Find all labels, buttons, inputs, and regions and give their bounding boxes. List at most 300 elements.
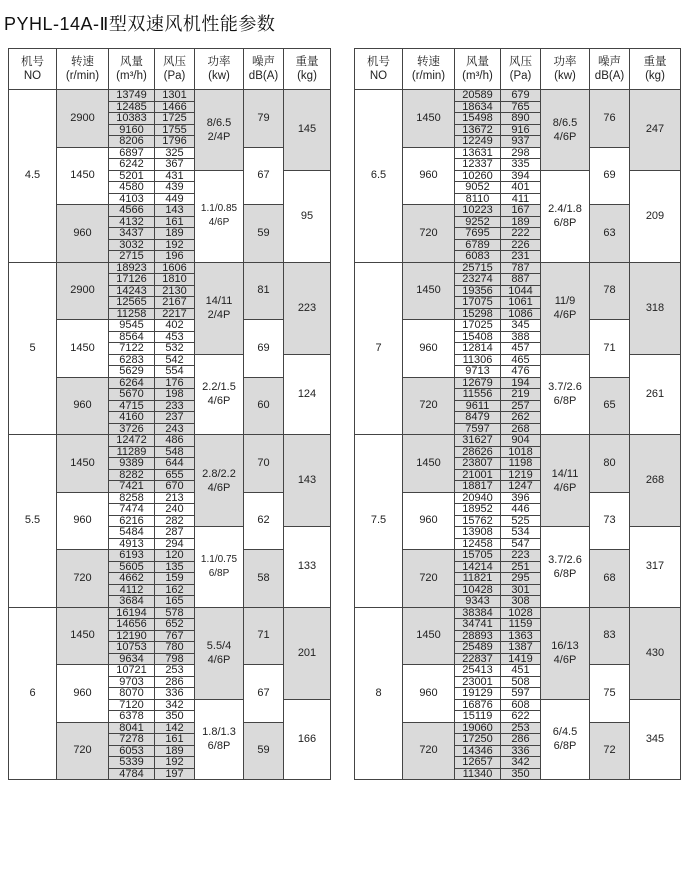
speed-cell: 960	[403, 665, 455, 723]
flow-cell: 10721	[109, 665, 155, 677]
cell-line: 14/11	[205, 295, 233, 307]
flow-cell: 17025	[455, 320, 501, 332]
flow-cell: 6053	[109, 745, 155, 757]
pressure-cell: 189	[155, 228, 195, 240]
weight-cell: 223	[284, 262, 331, 354]
power-cell	[195, 170, 244, 262]
flow-cell: 5605	[109, 561, 155, 573]
flow-cell: 10223	[455, 205, 501, 217]
pressure-cell: 251	[501, 561, 541, 573]
power-cell	[195, 90, 244, 171]
pressure-cell: 189	[501, 216, 541, 228]
pressure-cell: 2167	[155, 297, 195, 309]
cell-line: 8/6.5	[552, 116, 578, 129]
flow-cell: 23807	[455, 458, 501, 470]
flow-cell: 17126	[109, 274, 155, 286]
table-row	[9, 262, 331, 274]
pressure-cell: 298	[501, 147, 541, 159]
flow-cell: 31627	[455, 435, 501, 447]
noise-cell: 67	[244, 665, 284, 723]
noise-cell: 80	[590, 435, 630, 493]
weight-header	[284, 49, 331, 90]
cell-line: dB(A)	[594, 70, 625, 82]
flow-cell: 6193	[109, 550, 155, 562]
flow-cell: 9160	[109, 124, 155, 136]
noise-header	[590, 49, 630, 90]
cell-line: (kw)	[208, 70, 230, 82]
model-header	[355, 49, 403, 90]
cell-line: 6/8P	[553, 395, 577, 408]
cell-line: 重量	[643, 56, 667, 68]
flow-cell: 6242	[109, 159, 155, 171]
pressure-cell: 916	[501, 124, 541, 136]
flow-cell: 12565	[109, 297, 155, 309]
cell-line: (kg)	[645, 70, 665, 82]
pressure-cell: 336	[501, 745, 541, 757]
pressure-cell: 1419	[501, 653, 541, 665]
pressure-cell: 787	[501, 262, 541, 274]
cell-line: (Pa)	[509, 70, 532, 82]
cell-line: 重量	[295, 56, 319, 68]
pressure-cell: 367	[155, 159, 195, 171]
flow-cell: 10383	[109, 113, 155, 125]
pressure-cell: 396	[501, 492, 541, 504]
weight-cell: 201	[284, 607, 331, 699]
flow-cell: 18817	[455, 481, 501, 493]
pressure-cell: 262	[501, 412, 541, 424]
cell-line: 6/8P	[208, 567, 230, 579]
flow-cell: 12249	[455, 136, 501, 148]
flow-cell: 9343	[455, 596, 501, 608]
pressure-cell: 120	[155, 550, 195, 562]
flow-cell: 25489	[455, 642, 501, 654]
cell-line: 1.1/0.85	[200, 203, 238, 214]
cell-line: 6/8P	[207, 740, 231, 753]
noise-cell: 69	[590, 147, 630, 205]
power-cell	[195, 699, 244, 780]
weight-cell: 430	[630, 607, 681, 699]
speed-cell: 1450	[57, 147, 109, 205]
speed-cell: 1450	[57, 607, 109, 665]
flow-cell: 9634	[109, 653, 155, 665]
flow-cell: 8070	[109, 688, 155, 700]
pressure-cell: 350	[501, 768, 541, 780]
flow-header	[109, 49, 155, 90]
pressure-cell: 335	[501, 159, 541, 171]
flow-cell: 9713	[455, 366, 501, 378]
cell-line: 6/8P	[553, 567, 577, 580]
noise-cell: 78	[590, 262, 630, 320]
cell-line: 4/6P	[553, 654, 577, 666]
table-row	[9, 147, 331, 159]
flow-cell: 4715	[109, 400, 155, 412]
flow-cell: 17075	[455, 297, 501, 309]
speed-cell: 1450	[403, 607, 455, 665]
pressure-cell: 578	[155, 607, 195, 619]
cell-line: 2.4/1.8	[548, 203, 582, 215]
cell-line: NO	[369, 70, 388, 82]
pressure-cell: 1044	[501, 285, 541, 297]
table-row	[9, 320, 331, 332]
pressure-cell: 532	[155, 343, 195, 355]
cell-line: 1.8/1.3	[202, 726, 236, 739]
speed-cell: 1450	[57, 320, 109, 378]
flow-cell: 10428	[455, 584, 501, 596]
flow-cell: 8564	[109, 331, 155, 343]
flow-cell: 9052	[455, 182, 501, 194]
power-cell	[541, 262, 590, 354]
cell-line: 4/6P	[207, 654, 231, 666]
cell-line: (m³/h)	[462, 70, 493, 82]
pressure-cell: 336	[155, 688, 195, 700]
power-cell	[195, 607, 244, 699]
flow-cell: 11258	[109, 308, 155, 320]
cell-line: 4/6P	[207, 481, 231, 494]
model-cell: 6	[9, 607, 57, 780]
flow-cell: 6897	[109, 147, 155, 159]
header-row	[355, 49, 681, 90]
page-title: PYHL-14A-Ⅱ型双速风机性能参数	[4, 14, 276, 34]
flow-cell: 11289	[109, 446, 155, 458]
flow-cell: 5670	[109, 389, 155, 401]
weight-cell: 145	[284, 90, 331, 171]
pressure-cell: 161	[155, 216, 195, 228]
pressure-cell: 237	[155, 412, 195, 424]
noise-cell: 83	[590, 607, 630, 665]
flow-cell: 4132	[109, 216, 155, 228]
flow-cell: 21001	[455, 469, 501, 481]
weight-cell: 261	[630, 354, 681, 435]
flow-cell: 4784	[109, 768, 155, 780]
speed-cell: 960	[57, 205, 109, 263]
speed-cell: 1450	[403, 435, 455, 493]
pressure-cell: 286	[155, 676, 195, 688]
flow-cell: 20940	[455, 492, 501, 504]
pressure-cell: 486	[155, 435, 195, 447]
cell-line: (kg)	[297, 70, 317, 82]
power-cell	[541, 607, 590, 699]
flow-header	[455, 49, 501, 90]
pressure-cell: 135	[155, 561, 195, 573]
cell-line: (m³/h)	[116, 70, 147, 82]
pressure-cell: 162	[155, 584, 195, 596]
flow-cell: 6378	[109, 711, 155, 723]
speed-cell: 1450	[403, 262, 455, 320]
pressure-cell: 167	[501, 205, 541, 217]
pressure-cell: 402	[155, 320, 195, 332]
performance-table-left	[8, 48, 331, 780]
flow-cell: 38384	[455, 607, 501, 619]
pressure-cell: 439	[155, 182, 195, 194]
noise-cell: 71	[244, 607, 284, 665]
table-row	[9, 205, 331, 217]
flow-cell: 14346	[455, 745, 501, 757]
pressure-cell: 652	[155, 619, 195, 631]
pressure-cell: 350	[155, 711, 195, 723]
flow-cell: 16876	[455, 699, 501, 711]
pressure-cell: 1018	[501, 446, 541, 458]
cell-line: 机号	[21, 56, 44, 68]
flow-cell: 15119	[455, 711, 501, 723]
cell-line: 3.7/2.6	[548, 381, 582, 394]
cell-line: 4/6P	[553, 481, 577, 494]
pressure-cell: 194	[501, 377, 541, 389]
power-cell	[541, 170, 590, 262]
speed-cell: 1450	[57, 435, 109, 493]
flow-cell: 19060	[455, 722, 501, 734]
pressure-cell: 679	[501, 90, 541, 102]
cell-line: 风量	[466, 56, 489, 68]
performance-table-right	[354, 48, 681, 780]
cell-line: 噪声	[598, 56, 621, 68]
pressure-cell: 394	[501, 170, 541, 182]
pressure-cell: 1061	[501, 297, 541, 309]
noise-cell: 63	[590, 205, 630, 263]
flow-cell: 12657	[455, 757, 501, 769]
flow-cell: 25413	[455, 665, 501, 677]
cell-line: 风压	[163, 56, 186, 68]
flow-cell: 10260	[455, 170, 501, 182]
flow-cell: 4103	[109, 193, 155, 205]
pressure-cell: 1387	[501, 642, 541, 654]
noise-cell: 59	[244, 205, 284, 263]
pressure-cell: 542	[155, 354, 195, 366]
flow-cell: 9703	[109, 676, 155, 688]
pressure-cell: 226	[501, 239, 541, 251]
flow-cell: 13631	[455, 147, 501, 159]
noise-cell: 65	[590, 377, 630, 435]
pressure-cell: 1219	[501, 469, 541, 481]
flow-cell: 7278	[109, 734, 155, 746]
pressure-cell: 465	[501, 354, 541, 366]
pressure-cell: 295	[501, 573, 541, 585]
flow-cell: 6216	[109, 515, 155, 527]
flow-cell: 14656	[109, 619, 155, 631]
flow-cell: 9252	[455, 216, 501, 228]
pressure-cell: 401	[501, 182, 541, 194]
flow-cell: 12485	[109, 101, 155, 113]
pressure-cell: 159	[155, 573, 195, 585]
pressure-cell: 268	[501, 423, 541, 435]
pressure-cell: 644	[155, 458, 195, 470]
flow-cell: 12814	[455, 343, 501, 355]
flow-cell: 18923	[109, 262, 155, 274]
table-row	[9, 550, 331, 562]
pressure-cell: 890	[501, 113, 541, 125]
speed-cell: 960	[57, 377, 109, 435]
pressure-cell: 308	[501, 596, 541, 608]
pressure-cell: 192	[155, 239, 195, 251]
flow-cell: 8258	[109, 492, 155, 504]
speed-cell: 960	[403, 320, 455, 378]
pressure-cell: 1796	[155, 136, 195, 148]
cell-line: 5.5/4	[206, 640, 232, 652]
flow-cell: 8282	[109, 469, 155, 481]
pressure-cell: 197	[155, 768, 195, 780]
table-row	[355, 90, 681, 102]
flow-cell: 23274	[455, 274, 501, 286]
pressure-cell: 451	[501, 665, 541, 677]
flow-cell: 5201	[109, 170, 155, 182]
cell-line: (kw)	[554, 70, 576, 82]
cell-line: 2/4P	[207, 309, 231, 321]
pressure-cell: 2130	[155, 285, 195, 297]
pressure-cell: 1810	[155, 274, 195, 286]
flow-cell: 11306	[455, 354, 501, 366]
power-cell	[541, 90, 590, 171]
cell-line: (r/min)	[411, 70, 446, 82]
pressure-cell: 597	[501, 688, 541, 700]
flow-cell: 7597	[455, 423, 501, 435]
pressure-cell: 446	[501, 504, 541, 516]
cell-line: (Pa)	[163, 70, 186, 82]
model-header	[9, 49, 57, 90]
noise-cell: 72	[590, 722, 630, 780]
flow-cell: 18952	[455, 504, 501, 516]
model-cell: 7	[355, 262, 403, 435]
flow-cell: 16194	[109, 607, 155, 619]
flow-cell: 4913	[109, 538, 155, 550]
table-row	[9, 722, 331, 734]
speed-cell: 960	[57, 665, 109, 723]
table-row	[9, 607, 331, 619]
noise-cell: 67	[244, 147, 284, 205]
pressure-cell: 457	[501, 343, 541, 355]
table-row	[9, 435, 331, 447]
flow-cell: 3726	[109, 423, 155, 435]
flow-cell: 12472	[109, 435, 155, 447]
pressure-cell: 449	[155, 193, 195, 205]
model-cell: 7.5	[355, 435, 403, 608]
table-row	[355, 607, 681, 619]
noise-cell: 69	[244, 320, 284, 378]
flow-cell: 11821	[455, 573, 501, 585]
flow-cell: 20589	[455, 90, 501, 102]
flow-cell: 4580	[109, 182, 155, 194]
noise-cell: 58	[244, 550, 284, 608]
cell-line: 4/6P	[207, 395, 231, 408]
table-row	[355, 435, 681, 447]
flow-cell: 8206	[109, 136, 155, 148]
flow-cell: 12679	[455, 377, 501, 389]
pressure-cell: 780	[155, 642, 195, 654]
weight-cell: 345	[630, 699, 681, 780]
pressure-cell: 1159	[501, 619, 541, 631]
pressure-cell: 253	[501, 722, 541, 734]
cell-line: NO	[23, 70, 42, 82]
pressure-cell: 1363	[501, 630, 541, 642]
flow-cell: 4112	[109, 584, 155, 596]
pressure-cell: 192	[155, 757, 195, 769]
flow-cell: 9389	[109, 458, 155, 470]
flow-cell: 19356	[455, 285, 501, 297]
flow-cell: 11340	[455, 768, 501, 780]
pressure-cell: 670	[155, 481, 195, 493]
power-cell	[541, 435, 590, 527]
pressure-cell: 189	[155, 745, 195, 757]
pressure-cell: 937	[501, 136, 541, 148]
cell-line: 4/6P	[208, 217, 230, 228]
cell-line: 4/6P	[553, 130, 577, 143]
speed-header	[57, 49, 109, 90]
flow-cell: 8479	[455, 412, 501, 424]
noise-cell: 62	[244, 492, 284, 550]
model-cell: 6.5	[355, 90, 403, 263]
power-cell	[541, 699, 590, 780]
weight-cell: 247	[630, 90, 681, 171]
flow-cell: 22837	[455, 653, 501, 665]
pressure-cell: 388	[501, 331, 541, 343]
pressure-cell: 765	[501, 101, 541, 113]
cell-line: 6/8P	[553, 740, 577, 753]
flow-cell: 6283	[109, 354, 155, 366]
cell-line: 2.8/2.2	[202, 467, 236, 480]
power-header	[541, 49, 590, 90]
flow-cell: 14214	[455, 561, 501, 573]
pressure-cell: 411	[501, 193, 541, 205]
flow-cell: 6083	[455, 251, 501, 263]
power-cell	[541, 527, 590, 608]
cell-line: 转速	[417, 56, 440, 68]
pressure-cell: 622	[501, 711, 541, 723]
flow-cell: 12458	[455, 538, 501, 550]
pressure-cell: 525	[501, 515, 541, 527]
pressure-cell: 431	[155, 170, 195, 182]
pressure-cell: 1028	[501, 607, 541, 619]
pressure-cell: 547	[501, 538, 541, 550]
flow-cell: 10753	[109, 642, 155, 654]
cell-line: 2/4P	[207, 130, 231, 143]
cell-line: 11/9	[554, 295, 576, 307]
noise-cell: 71	[590, 320, 630, 378]
noise-cell: 73	[590, 492, 630, 550]
pressure-cell: 240	[155, 504, 195, 516]
flow-cell: 15298	[455, 308, 501, 320]
speed-header	[403, 49, 455, 90]
flow-cell: 8110	[455, 193, 501, 205]
flow-cell: 13749	[109, 90, 155, 102]
flow-cell: 7695	[455, 228, 501, 240]
table-row	[9, 665, 331, 677]
pressure-cell: 282	[155, 515, 195, 527]
pressure-cell: 2217	[155, 308, 195, 320]
flow-cell: 15498	[455, 113, 501, 125]
flow-cell: 7474	[109, 504, 155, 516]
speed-cell: 2900	[57, 90, 109, 148]
pressure-cell: 233	[155, 400, 195, 412]
pressure-cell: 294	[155, 538, 195, 550]
cell-line: 8/6.5	[206, 116, 232, 129]
flow-cell: 7120	[109, 699, 155, 711]
pressure-cell: 1086	[501, 308, 541, 320]
pressure-cell: 222	[501, 228, 541, 240]
cell-line: 转速	[71, 56, 94, 68]
power-cell	[195, 435, 244, 527]
cell-line: 功率	[553, 56, 577, 68]
speed-cell: 720	[403, 550, 455, 608]
flow-cell: 9611	[455, 400, 501, 412]
pressure-cell: 904	[501, 435, 541, 447]
weight-cell: 268	[630, 435, 681, 527]
weight-cell: 95	[284, 170, 331, 262]
flow-cell: 11556	[455, 389, 501, 401]
pressure-cell: 1466	[155, 101, 195, 113]
speed-cell: 720	[403, 377, 455, 435]
cell-line: 噪声	[252, 56, 275, 68]
pressure-cell: 453	[155, 331, 195, 343]
weight-header	[630, 49, 681, 90]
speed-cell: 1450	[403, 90, 455, 148]
